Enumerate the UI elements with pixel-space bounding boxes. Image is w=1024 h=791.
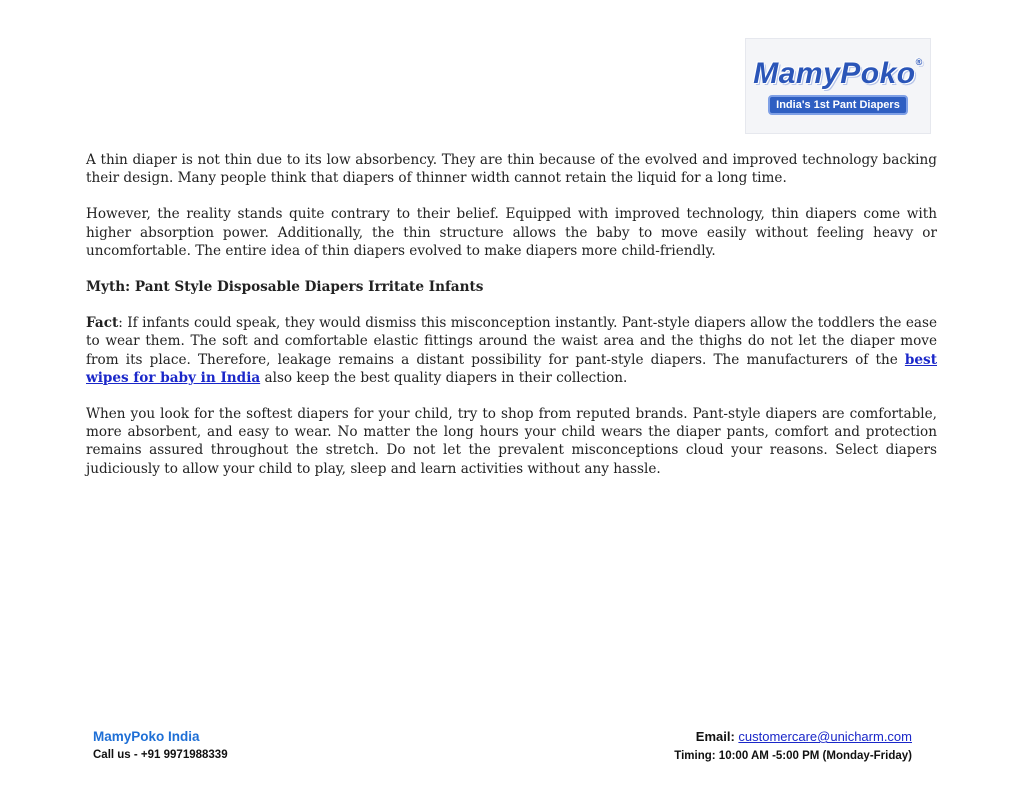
mamypoko-logo [745, 38, 931, 134]
paragraph-softest-diapers: When you look for the softest diapers for your child, try to shop from reputed brands. Pant-style diapers are comfortable, more absorbent, and easy to wear. No matter the long hours your child wears the diaper pants, comfort and protection remains assured throughout the stretch. Do not let the prevalent misconceptions cloud your reasons. Select diapers judiciously to allow your child to play, sleep and learn activities without any hassle. [86, 406, 937, 477]
footer-email [674, 729, 912, 744]
fact-text: : If infants could speak, they would dismiss this misconception instantly. Pant-style diapers allow the toddlers the ease to wear them. The soft and comfortable elastic fittings around the waist area and the thighs do not let the diaper move from its place. Therefore, leakage remains a distant possibility for pant-style diapers. The manufacturers of the [86, 315, 937, 368]
article-body [86, 151, 937, 496]
logo-wordmark-text: MamyPoko [753, 57, 916, 90]
footer-phone: Call us - +91 9971988339 [93, 749, 228, 761]
logo-trademark: ® [915, 57, 923, 67]
best-wipes-link[interactable]: best wipes for baby in India [86, 351, 937, 386]
myth-heading: Myth: Pant Style Disposable Diapers Irritate Infants [86, 279, 484, 296]
email-link[interactable]: customercare@unicharm.com [738, 729, 912, 744]
footer-contact [93, 729, 228, 761]
footer-support [674, 729, 912, 762]
email-label: Email: [695, 729, 739, 744]
footer-brand: MamyPoko India [93, 729, 200, 744]
paragraph-reality: However, the reality stands quite contrary to their belief. Equipped with improved technology, thin diapers come with higher absorption power. Additionally, the thin structure allows the baby to move easily without feeling heavy or uncomfortable. The entire idea of thin diapers evolved to make diapers more child-friendly. [86, 206, 937, 259]
logo-tagline: India's 1st Pant Diapers [768, 95, 908, 115]
footer-timing: Timing: 10:00 AM -5:00 PM (Monday-Friday) [674, 750, 912, 762]
logo-wordmark [753, 57, 923, 91]
paragraph-thin-diaper: A thin diaper is not thin due to its low absorbency. They are thin because of the evolved and improved technology backing their design. Many people think that diapers of thinner width cannot retain the liquid for a long time. [86, 152, 937, 187]
fact-label: Fact [86, 315, 119, 332]
paragraph-fact [86, 314, 937, 387]
fact-tail: also keep the best quality diapers in their collection. [260, 369, 628, 386]
